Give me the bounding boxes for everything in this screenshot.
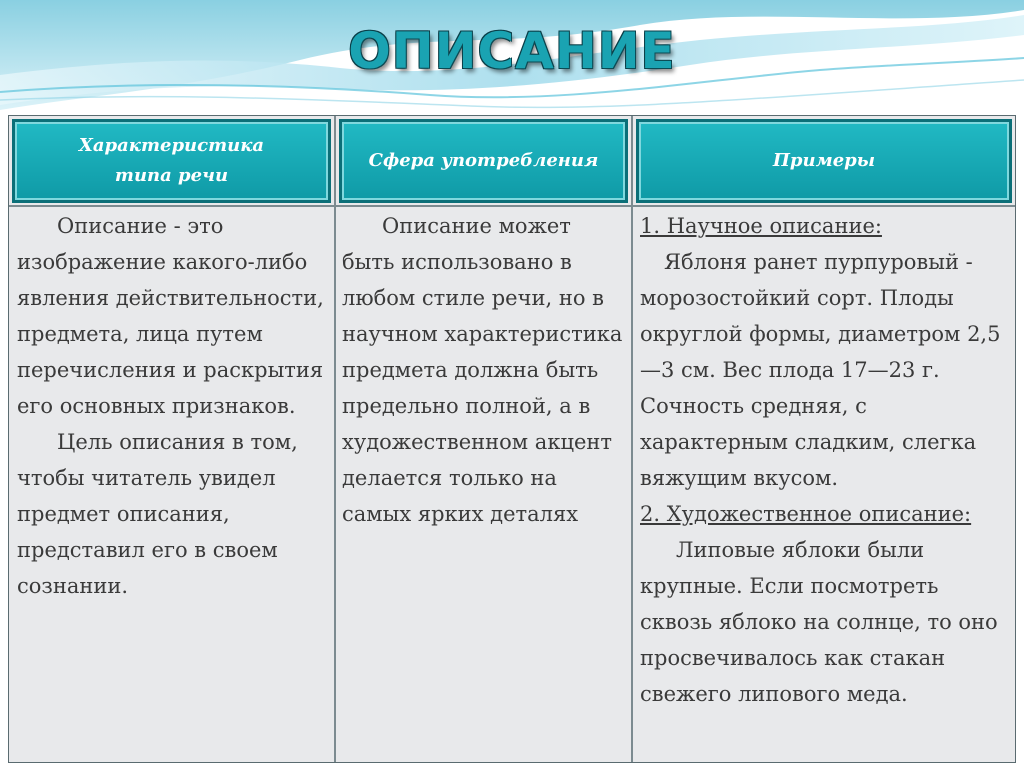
header-usage-sphere — [339, 119, 628, 203]
slide-title: ОПИСАНИЕ — [348, 22, 676, 80]
description-table — [8, 115, 1016, 763]
header-examples — [636, 119, 1012, 203]
characteristic-purpose: Цель описания в том, чтобы читатель увидел предмет описания, представил его в своем сознании. — [17, 430, 298, 598]
column-divider-2 — [631, 116, 633, 762]
usage-sphere-text: Описание может быть использовано в любом стиле речи, но в научном характеристика предмета должна быть предельно полной, а в художественном акцент делается только на самых ярких деталях — [342, 214, 623, 526]
example-artistic-heading: 2. Художественное описание: — [640, 502, 972, 526]
header-divider — [9, 205, 1015, 207]
header-usage-sphere-label: Сфера употребления — [368, 150, 599, 171]
example-scientific-heading: 1. Научное описание: — [640, 214, 882, 238]
header-characteristic-line2: типа речи — [114, 165, 229, 186]
header-examples-label: Примеры — [772, 150, 876, 171]
column-divider-1 — [334, 116, 336, 762]
example-scientific-text: Яблоня ранет пурпуровый - морозостойкий сорт. Плоды округлой формы, диаметром 2,5—3 см. Вес плода 17—23 г. Сочность средняя, с характерным сладким, слегка вяжущим вкусом. — [640, 250, 1001, 490]
cell-characteristic — [17, 208, 329, 762]
header-characteristic-line1: Характеристика — [78, 135, 265, 156]
cell-usage-sphere — [342, 208, 628, 762]
example-artistic-text: Липовые яблоки были крупные. Если посмотреть сквозь яблоко на солнце, то оно просвечивалось как стакан свежего липового меда. — [640, 538, 998, 706]
header-characteristic — [12, 119, 331, 203]
characteristic-definition: Описание - это изображение какого-либо явления действительности, предмета, лица путем перечисления и раскрытия его основных признаков. — [17, 214, 324, 418]
cell-examples — [640, 208, 1012, 762]
